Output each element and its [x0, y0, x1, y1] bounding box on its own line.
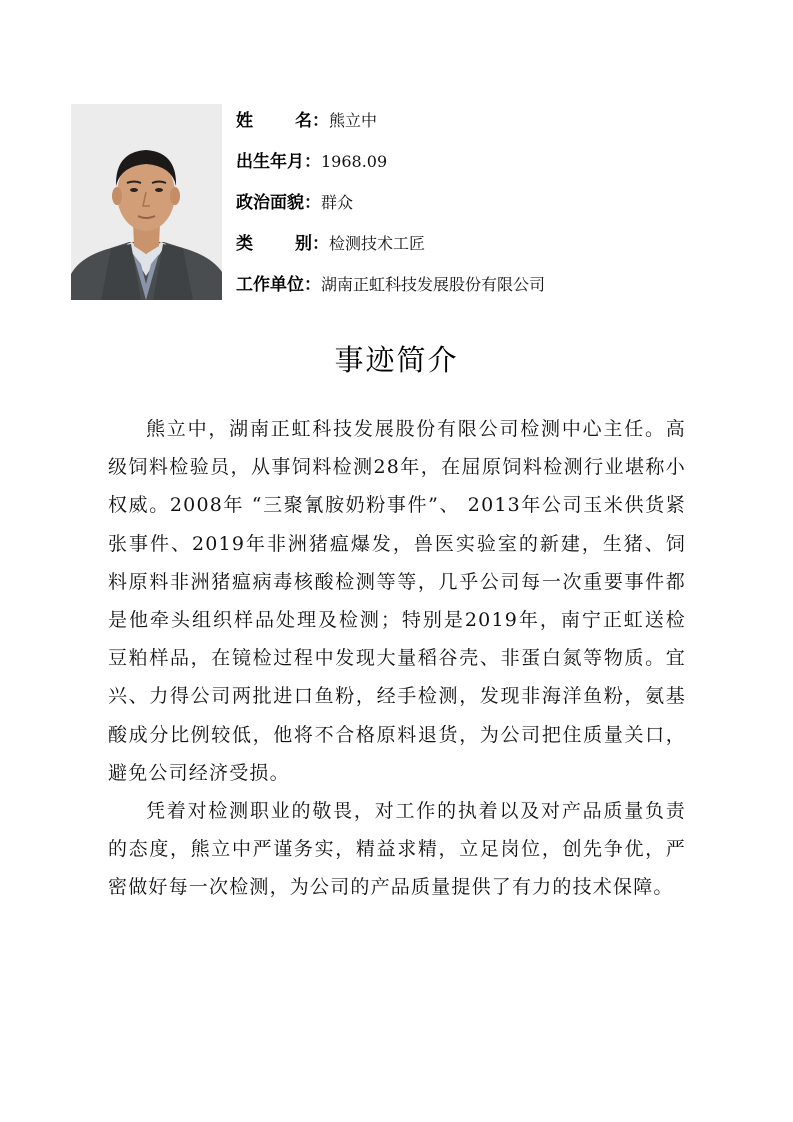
- section-title: 事迹简介: [334, 343, 459, 377]
- category-colon: ：: [312, 233, 329, 254]
- profile-info: [236, 100, 545, 305]
- birth-label: 出生年月: [236, 151, 304, 172]
- birth-value: 1968.09: [321, 151, 388, 171]
- political-value: 群众: [321, 192, 354, 212]
- name-label: 姓名: [236, 110, 312, 131]
- biography-paragraph-2: 凭着对检测职业的敬畏，对工作的执着以及对产品质量负责的态度，熊立中严谨务实，精益求精，立足岗位，创先争优，严密做好每一次检测，为公司的产品质量提供了有力的技术保障。: [108, 800, 686, 899]
- biography-paragraph-1: 熊立中，湖南正虹科技发展股份有限公司检测中心主任。高级饲料检验员，从事饲料检测28年，在屈原饲料检测行业堪称小权威。2008年 “三聚氰胺奶粉事件”、 2013年公司玉米供货紧张事件、2019年非洲猪瘟爆发，兽医实验室的新建，生猪、饲料原料非洲猪瘟病毒核酸检测等等，几乎公司每一次重要事件都是他牵头组织样品处理及检测；特别是2019年，南宁正虹送检豆粕样品，在镜检过程中发现大量稻谷壳、非蛋白氮等物质。宜兴、力得公司两批进口鱼粉，经手检测，发现非海洋鱼粉，氨基酸成分比例较低，他将不合格原料退货，为公司把住质量关口，避免公司经济受损。: [108, 418, 686, 784]
- portrait-photo: [71, 104, 222, 300]
- name-colon: ：: [312, 110, 329, 131]
- biography-text: [108, 410, 686, 907]
- birth-row: [236, 141, 545, 182]
- birth-colon: ：: [304, 151, 321, 172]
- employer-row: [236, 264, 545, 305]
- employer-label: 工作单位: [236, 274, 304, 295]
- employer-colon: ：: [304, 274, 321, 295]
- employer-value: 湖南正虹科技发展股份有限公司: [321, 274, 546, 294]
- category-value: 检测技术工匠: [329, 233, 426, 253]
- category-row: [236, 223, 545, 264]
- category-label: 类别: [236, 233, 312, 254]
- political-row: [236, 182, 545, 223]
- name-value: 熊立中: [329, 110, 378, 130]
- political-label: 政治面貌: [236, 192, 304, 213]
- name-row: [236, 100, 545, 141]
- political-colon: ：: [304, 192, 321, 213]
